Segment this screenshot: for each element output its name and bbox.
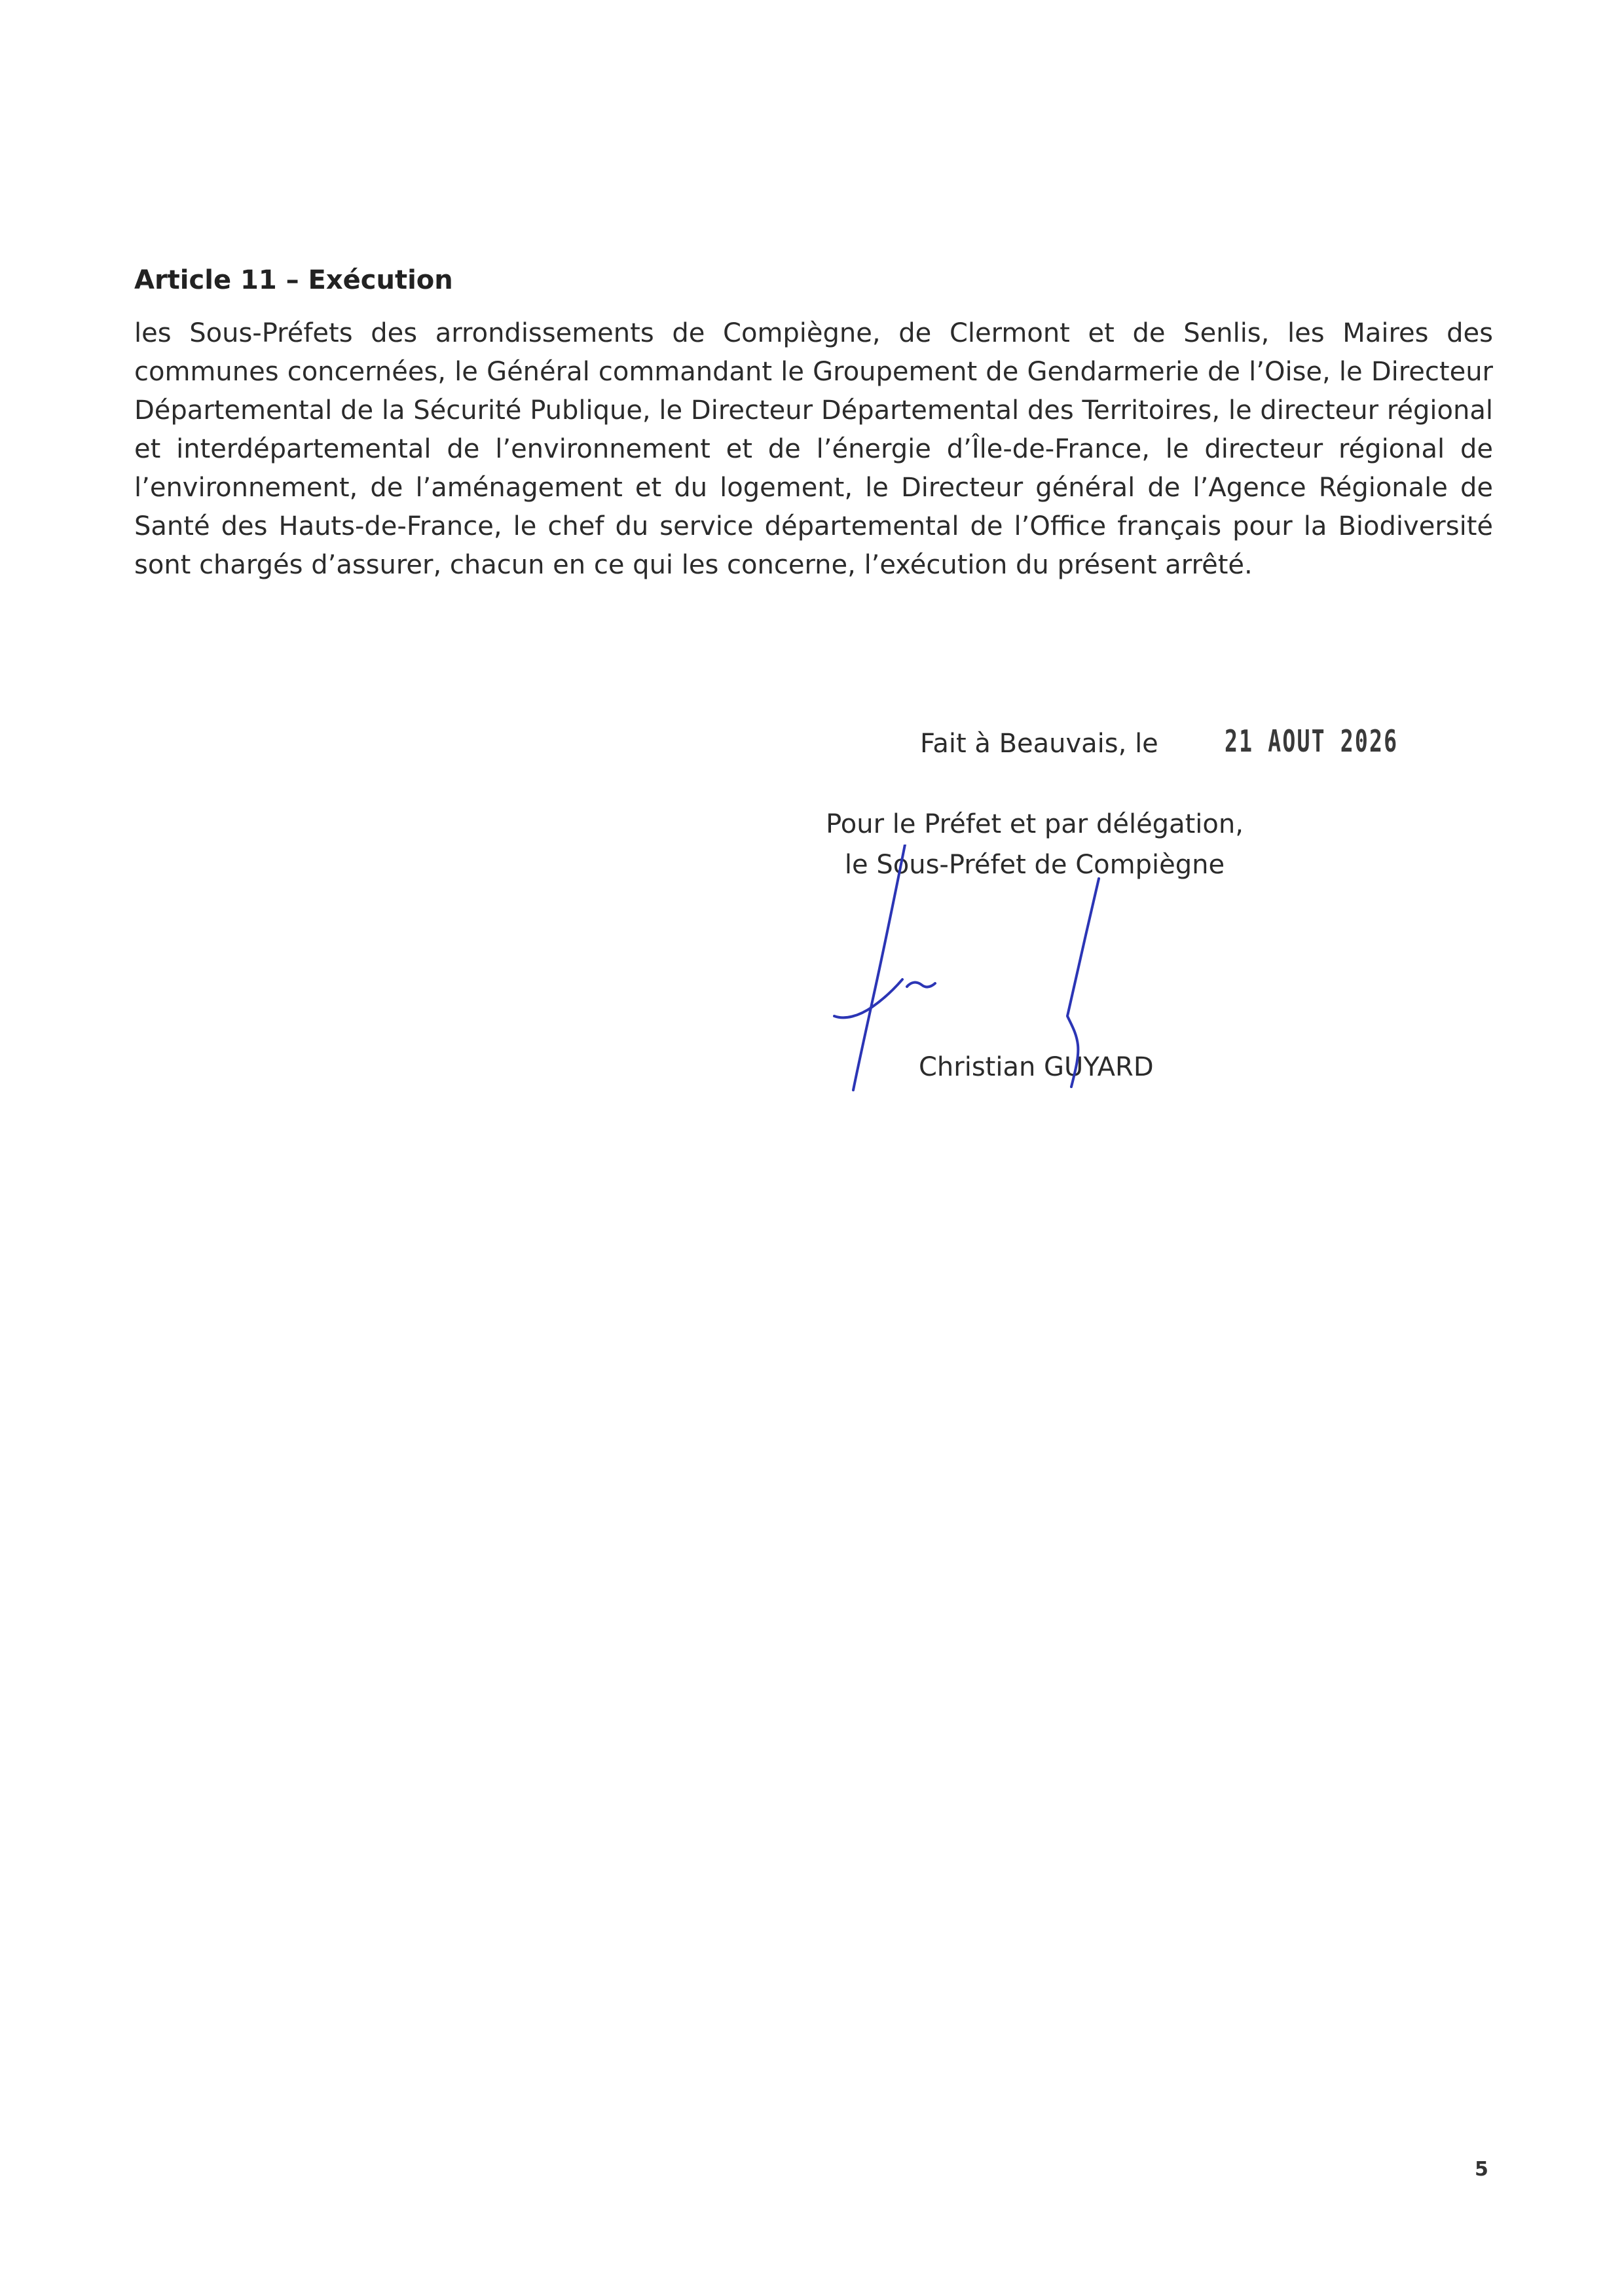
date-stamp: 21 AOUT 2026 — [1225, 723, 1399, 759]
page-number: 5 — [1475, 2158, 1488, 2181]
article-body: les Sous-Préfets des arrondissements de Compiègne, de Clermont et de Senlis, les Maires des communes concernées, le Général commandant le Groupement de Gendarmerie de l’Oise, le Directeur Départemental de la Sécurité Publique, le Directeur Départemental des Territoires, le directeur régional et interdépartemental de l’environnement et de l’énergie d’Île-de-France, le directeur régional de l’environnement, de l’aménagement et du logement, le Directeur général de l’Agence Régionale de Santé des Hauts-de-France, le chef du service départemental de l’Office français pour la Biodiversité sont chargés d’assurer, chacun en ce qui les concerne, l’exécution du présent arrêté. — [134, 318, 1493, 580]
place-label: Fait à Beauvais, le — [920, 729, 1158, 759]
signatory-name: Christian GUYARD — [919, 1052, 1154, 1082]
delegation-line-2: le Sous-Préfet de Compiègne — [844, 850, 1225, 880]
handwritten-signature-icon — [832, 845, 1133, 1106]
place-date-line — [920, 723, 1405, 763]
delegation-line-1: Pour le Préfet et par délégation, — [826, 809, 1244, 839]
article-heading: Article 11 – Exécution — [134, 265, 453, 295]
